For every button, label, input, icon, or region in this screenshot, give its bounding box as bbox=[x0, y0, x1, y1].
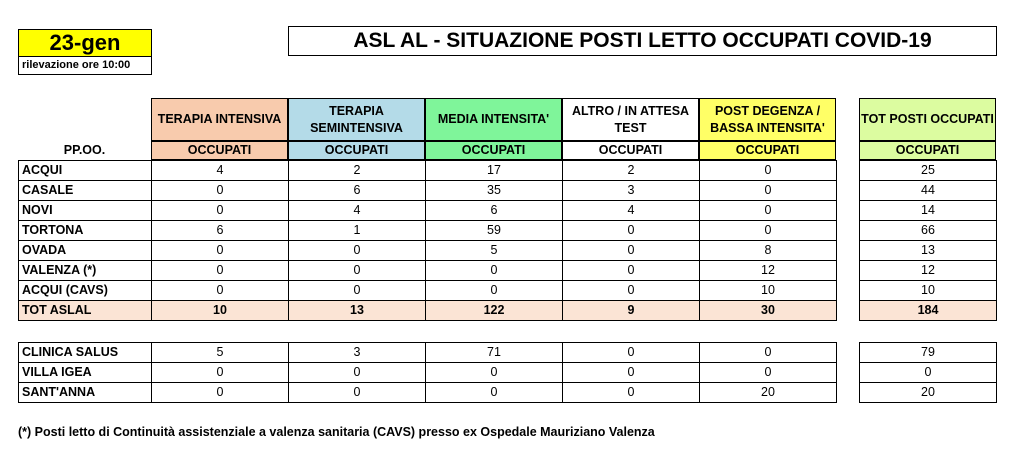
row-total: 14 bbox=[860, 201, 997, 221]
subheader-occupati: OCCUPATI bbox=[151, 141, 288, 160]
table-cell: 0 bbox=[289, 261, 426, 281]
table-row bbox=[19, 281, 837, 301]
table-cell: 2 bbox=[289, 161, 426, 181]
table-cell: 0 bbox=[426, 363, 563, 383]
table-cell: 0 bbox=[563, 383, 700, 403]
column-header-terapia-semintensiva: TERAPIA SEMINTENSIVA bbox=[288, 98, 425, 141]
table-cell: 0 bbox=[563, 343, 700, 363]
hospital-table bbox=[18, 160, 837, 321]
table-cell: 5 bbox=[426, 241, 563, 261]
table-cell: 4 bbox=[289, 201, 426, 221]
subheader-occupati: OCCUPATI bbox=[562, 141, 699, 160]
table-cell: 0 bbox=[152, 261, 289, 281]
table-row bbox=[19, 181, 837, 201]
column-header-altro-attesa-test: ALTRO / IN ATTESA TEST bbox=[562, 98, 699, 141]
table-cell: 0 bbox=[700, 363, 837, 383]
row-total: 13 bbox=[860, 241, 997, 261]
table-cell: 0 bbox=[563, 261, 700, 281]
table-row bbox=[19, 161, 837, 181]
table-cell: 4 bbox=[563, 201, 700, 221]
table-cell: 0 bbox=[152, 181, 289, 201]
row-name: VALENZA (*) bbox=[19, 261, 152, 281]
table-cell: 6 bbox=[289, 181, 426, 201]
table-cell: 35 bbox=[426, 181, 563, 201]
row-name: VILLA IGEA bbox=[19, 363, 152, 383]
table-cell: 0 bbox=[563, 221, 700, 241]
table-cell: 0 bbox=[426, 281, 563, 301]
table-row bbox=[860, 261, 997, 281]
table-cell: 0 bbox=[700, 343, 837, 363]
table-cell: 0 bbox=[289, 363, 426, 383]
table-cell: 0 bbox=[289, 281, 426, 301]
table-cell: 9 bbox=[563, 301, 700, 321]
table-cell: 0 bbox=[700, 221, 837, 241]
table-cell: 0 bbox=[563, 241, 700, 261]
table-cell: 0 bbox=[700, 201, 837, 221]
page-title: ASL AL - SITUAZIONE POSTI LETTO OCCUPATI COVID-19 bbox=[288, 26, 997, 56]
row-name: ACQUI bbox=[19, 161, 152, 181]
table-row bbox=[19, 363, 837, 383]
table-cell: 8 bbox=[700, 241, 837, 261]
hospital-total-table bbox=[859, 160, 997, 321]
table-row bbox=[860, 363, 997, 383]
table-cell: 10 bbox=[152, 301, 289, 321]
row-name: CASALE bbox=[19, 181, 152, 201]
row-name: OVADA bbox=[19, 241, 152, 261]
table-cell: 20 bbox=[700, 383, 837, 403]
table-cell: 12 bbox=[700, 261, 837, 281]
table-cell: 0 bbox=[289, 383, 426, 403]
table-row bbox=[19, 241, 837, 261]
table-row bbox=[860, 181, 997, 201]
table-cell: 3 bbox=[289, 343, 426, 363]
date-label: 23-gen bbox=[18, 29, 152, 57]
row-name: TORTONA bbox=[19, 221, 152, 241]
table-row bbox=[19, 383, 837, 403]
table-cell: 10 bbox=[700, 281, 837, 301]
table-cell: 13 bbox=[289, 301, 426, 321]
row-total: 0 bbox=[860, 363, 997, 383]
table-cell: 17 bbox=[426, 161, 563, 181]
row-total: 44 bbox=[860, 181, 997, 201]
row-name: SANT'ANNA bbox=[19, 383, 152, 403]
clinic-total-table bbox=[859, 342, 997, 403]
row-name: ACQUI (CAVS) bbox=[19, 281, 152, 301]
table-cell: 71 bbox=[426, 343, 563, 363]
table-cell: 59 bbox=[426, 221, 563, 241]
subheader-occupati: OCCUPATI bbox=[288, 141, 425, 160]
table-cell: 0 bbox=[700, 181, 837, 201]
table-row bbox=[19, 221, 837, 241]
column-header-terapia-intensiva: TERAPIA INTENSIVA bbox=[151, 98, 288, 141]
row-total: 79 bbox=[860, 343, 997, 363]
table-cell: 0 bbox=[289, 241, 426, 261]
table-row bbox=[860, 161, 997, 181]
table-row bbox=[19, 261, 837, 281]
column-header-post-degenza: POST DEGENZA / BASSA INTENSITA' bbox=[699, 98, 836, 141]
table-cell: 1 bbox=[289, 221, 426, 241]
row-name: TOT ASLAL bbox=[19, 301, 152, 321]
table-row bbox=[860, 281, 997, 301]
clinic-table bbox=[18, 342, 837, 403]
row-total: 12 bbox=[860, 261, 997, 281]
table-cell: 3 bbox=[563, 181, 700, 201]
table-cell: 0 bbox=[426, 383, 563, 403]
table-cell: 5 bbox=[152, 343, 289, 363]
table-row bbox=[860, 383, 997, 403]
row-total: 10 bbox=[860, 281, 997, 301]
table-cell: 0 bbox=[426, 261, 563, 281]
row-total: 66 bbox=[860, 221, 997, 241]
row-header-label: PP.OO. bbox=[63, 143, 106, 157]
table-cell: 0 bbox=[152, 383, 289, 403]
row-total: 25 bbox=[860, 161, 997, 181]
table-cell: 0 bbox=[700, 161, 837, 181]
table-cell: 30 bbox=[700, 301, 837, 321]
column-header-media-intensita: MEDIA INTENSITA' bbox=[425, 98, 562, 141]
table-row bbox=[860, 201, 997, 221]
table-cell: 0 bbox=[152, 281, 289, 301]
table-cell: 0 bbox=[152, 201, 289, 221]
row-name: CLINICA SALUS bbox=[19, 343, 152, 363]
table-row bbox=[860, 343, 997, 363]
survey-time-label: rilevazione ore 10:00 bbox=[18, 57, 152, 75]
table-cell: 6 bbox=[152, 221, 289, 241]
column-header-tot-posti: TOT POSTI OCCUPATI bbox=[859, 98, 996, 141]
table-row bbox=[19, 343, 837, 363]
row-name: NOVI bbox=[19, 201, 152, 221]
table-cell: 4 bbox=[152, 161, 289, 181]
subheader-occupati: OCCUPATI bbox=[699, 141, 836, 160]
table-cell: 0 bbox=[152, 241, 289, 261]
total-row bbox=[19, 301, 837, 321]
total-row bbox=[860, 301, 997, 321]
row-total: 20 bbox=[860, 383, 997, 403]
table-row bbox=[860, 241, 997, 261]
table-row bbox=[19, 201, 837, 221]
table-cell: 0 bbox=[563, 363, 700, 383]
table-cell: 122 bbox=[426, 301, 563, 321]
table-cell: 6 bbox=[426, 201, 563, 221]
subheader-occupati-total: OCCUPATI bbox=[859, 141, 996, 160]
table-cell: 0 bbox=[152, 363, 289, 383]
table-row bbox=[860, 221, 997, 241]
table-cell: 2 bbox=[563, 161, 700, 181]
row-total: 184 bbox=[860, 301, 997, 321]
footnote: (*) Posti letto di Continuità assistenziale a valenza sanitaria (CAVS) presso ex Ospedale Mauriziano Valenza bbox=[18, 425, 655, 439]
subheader-occupati: OCCUPATI bbox=[425, 141, 562, 160]
table-cell: 0 bbox=[563, 281, 700, 301]
